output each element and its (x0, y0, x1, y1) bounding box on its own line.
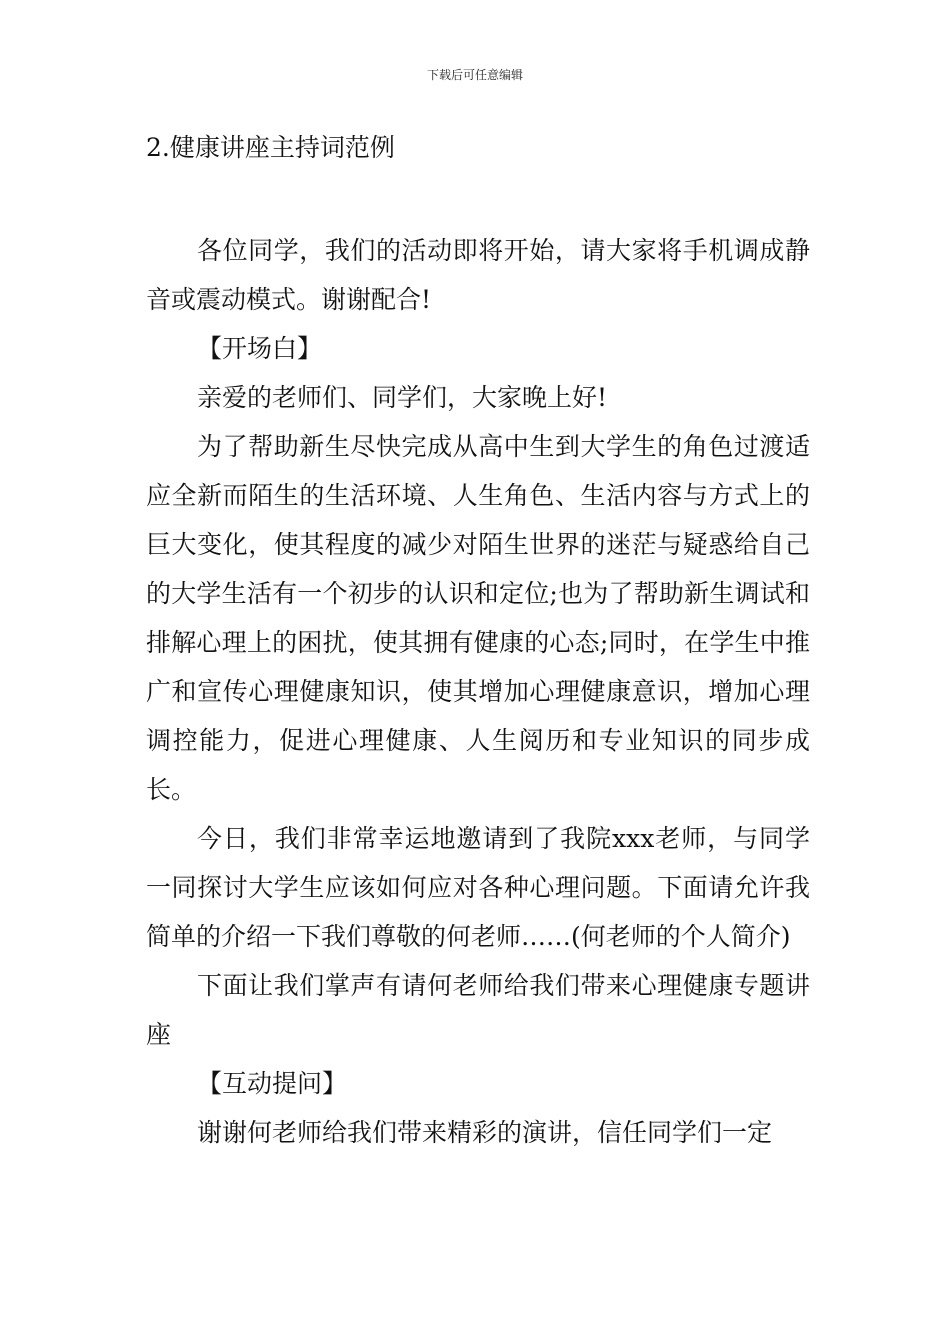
section-label-opening: 【开场白】 (197, 334, 323, 363)
paragraph-thanks: 谢谢何老师给我们带来精彩的演讲，信任同学们一定 (197, 1118, 773, 1147)
paragraph-purpose: 为了帮助新生尽快完成从高中生到大学生的角色过渡适应全新而陌生的生活环境、人生角色、生活内容与方式上的巨大变化，使其程度的减少对陌生世界的迷茫与疑惑给自己的大学生活有一个初步的认识和定位;也为了帮助新生调试和排解心理上的困扰，使其拥有健康的心态;同时，在学生中推广和宣传心理健康知识，使其增加心理健康意识，增加心理调控能力，促进心理健康、人生阅历和专业知识的同步成长。 (146, 432, 810, 804)
paragraph-invitation: 下面让我们掌声有请何老师给我们带来心理健康专题讲座 (146, 971, 810, 1049)
document-title: 2.健康讲座主持词范例 (146, 133, 395, 162)
document-body (146, 226, 810, 1157)
paragraph-speaker-intro: 今日，我们非常幸运地邀请到了我院xxx老师，与同学一同探讨大学生应该如何应对各种心理问题。下面请允许我简单的介绍一下我们尊敬的何老师……(何老师的个人简介) (146, 824, 810, 951)
header-note: 下载后可任意编辑 (426, 68, 523, 82)
paragraph-notice: 各位同学，我们的活动即将开始，请大家将手机调成静音或震动模式。谢谢配合! (146, 236, 810, 314)
paragraph-greeting: 亲爱的老师们、同学们，大家晚上好! (197, 383, 608, 412)
section-label-interaction: 【互动提问】 (197, 1069, 348, 1098)
